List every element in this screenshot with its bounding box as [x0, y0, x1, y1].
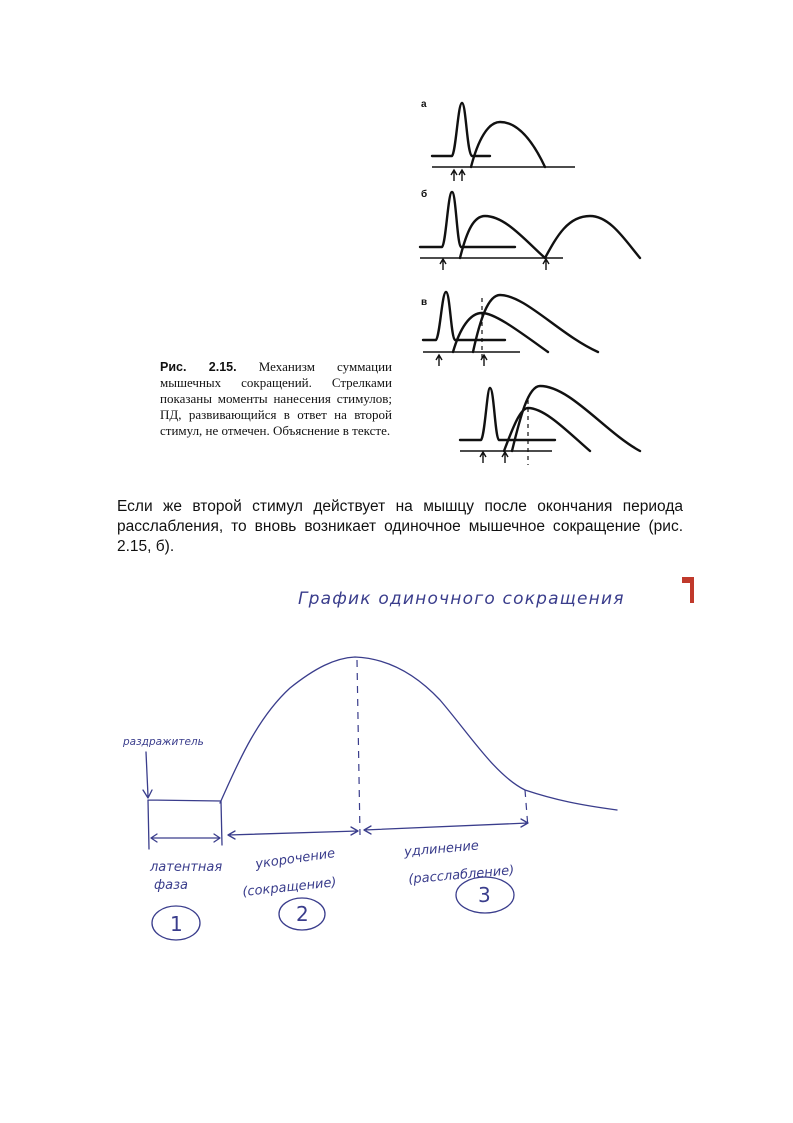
phase-2-line2: (сокращение) [241, 875, 338, 901]
panel-label-a: а [421, 99, 427, 110]
peak-divider [357, 660, 360, 835]
latent-phase-box [148, 800, 222, 849]
panel-label-v: в [421, 297, 428, 308]
phase-1-line2: фаза [154, 878, 188, 893]
body-paragraph: Если же второй стимул действует на мышцу после окончания периода расслабления, то вновь возникает одиночное мышечное сокращение (рис. 2.15, б). [117, 498, 683, 555]
panel-label-b: б [421, 189, 428, 200]
phase-3-line2: (расслабление) [407, 863, 515, 888]
graph-title: График одиночного сокращения [298, 589, 625, 609]
phase-3-line1: удлинение [403, 838, 480, 860]
twitch-curve [220, 657, 617, 810]
caption-text: Механизм суммации мышечных сокращений. Стрелками показаны моменты нанесения стимулов; ПД, развивающийся в ответ на второй стимул, не отмечен. Объяснение в тексте. [160, 359, 392, 438]
phase-1-number: 1 [170, 912, 183, 936]
stimulus-arrow [143, 752, 152, 798]
phase-1-line1: латентная [150, 860, 223, 875]
caption-label: Рис. 2.15. [160, 360, 237, 374]
shortening-arrow [228, 827, 358, 839]
corner-mark [682, 577, 694, 603]
stimulus-label: раздражитель [123, 736, 204, 748]
phase-2-number: 2 [296, 902, 309, 926]
phase-3-number: 3 [478, 883, 491, 907]
latent-phase-arrow [151, 834, 220, 842]
phase-2-line1: укорочение [254, 846, 337, 873]
lengthening-arrow [364, 819, 528, 834]
